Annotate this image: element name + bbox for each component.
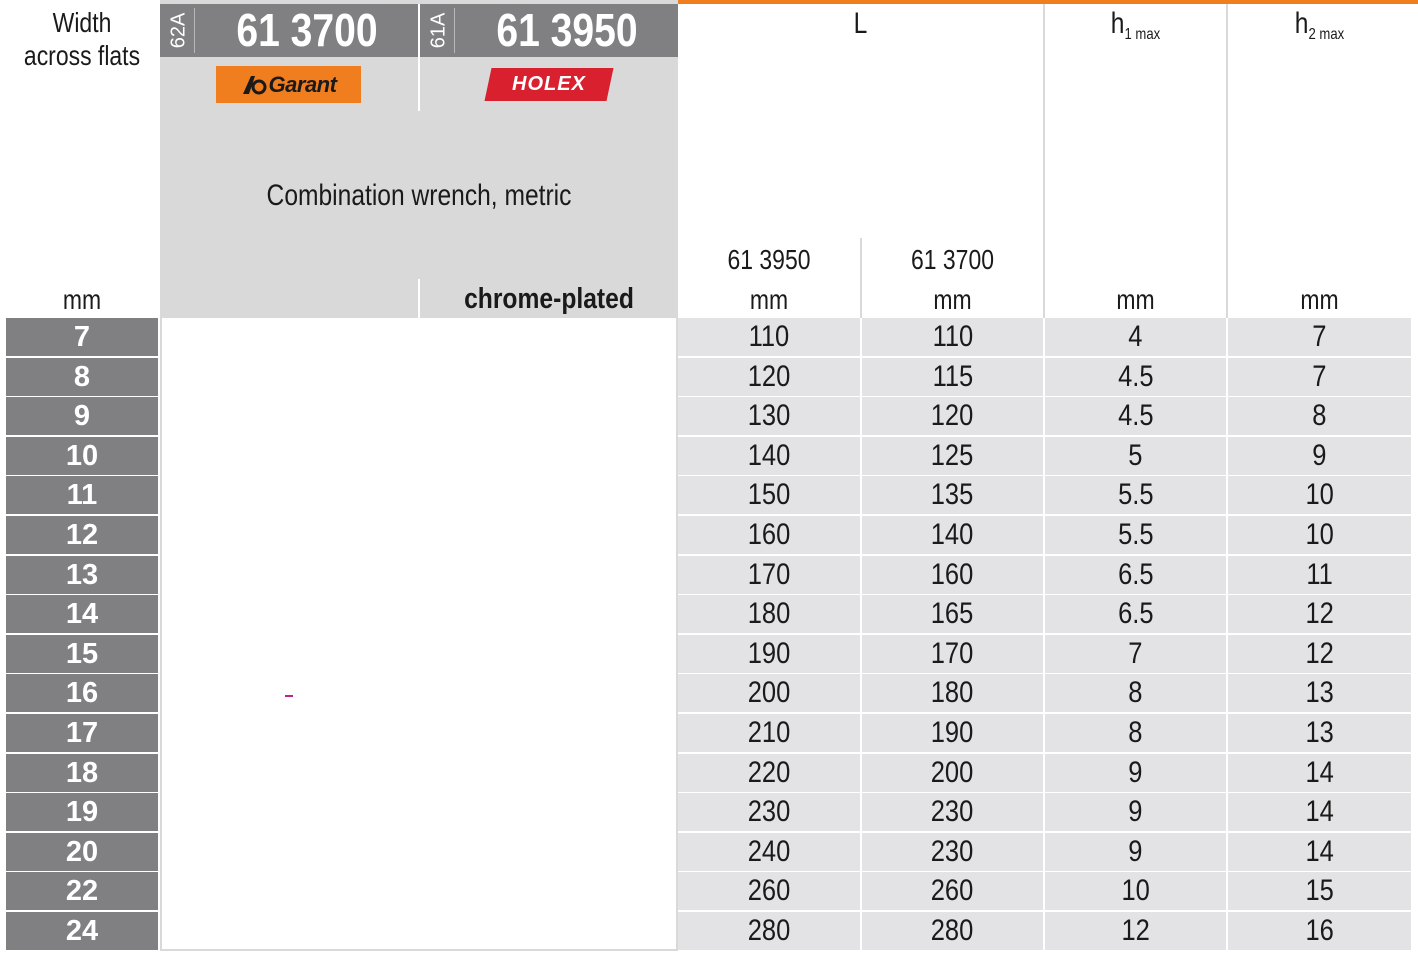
h1-max-cell-value: 5 (1128, 438, 1143, 472)
h2-max-cell (1228, 714, 1411, 752)
h1-max-cell-value: 6.5 (1117, 597, 1154, 631)
length-613700-cell-value: 140 (931, 517, 974, 551)
data-table (678, 318, 1411, 952)
h1-max-cell-value: 8 (1128, 715, 1143, 749)
length-613700-cell (862, 754, 1043, 792)
h2-max-cell (1228, 516, 1411, 554)
length-613950-cell-value: 280 (747, 913, 791, 947)
size-cell: 15 (6, 635, 158, 673)
length-613950-cell-value: 130 (747, 399, 791, 433)
size-cell: 18 (6, 754, 158, 792)
table-row (678, 872, 1411, 910)
h1-max-cell (1045, 714, 1226, 752)
length-613950-cell-value: 180 (747, 597, 791, 631)
length-613950-cell-value: 240 (747, 834, 791, 868)
width-unit-label: mm (62, 284, 102, 315)
h2-max-cell-value: 12 (1305, 597, 1334, 631)
product-a-small-code: 62A (167, 12, 190, 49)
marker-dash (285, 695, 293, 697)
h2-max-cell-value: 7 (1312, 320, 1327, 353)
h1-max-cell-value: 8 (1128, 676, 1143, 710)
h2-max-cell-value: 9 (1312, 438, 1327, 472)
h1-max-cell (1045, 754, 1226, 792)
h2-max-cell (1228, 476, 1411, 514)
length-613700-cell (862, 872, 1043, 910)
length-613700-cell-value: 160 (931, 557, 974, 591)
size-cell: 9 (6, 397, 158, 435)
length-613700-cell-value: 120 (931, 399, 974, 433)
code-divider-b (454, 8, 455, 53)
h1-max-cell-value: 9 (1128, 755, 1143, 789)
table-row (678, 437, 1411, 475)
h2-max-cell (1228, 397, 1411, 435)
product-divider-top (418, 4, 420, 111)
length-613700-cell-value: 200 (931, 755, 974, 789)
length-613700-cell (862, 595, 1043, 633)
length-613700-cell-value: 135 (931, 478, 974, 512)
h2-max-cell-value: 16 (1305, 913, 1334, 947)
length-613950-cell (678, 358, 860, 396)
table-row (678, 674, 1411, 712)
length-header: L (853, 7, 868, 40)
table-row (678, 476, 1411, 514)
size-cell: 24 (6, 912, 158, 950)
length-613950-cell-value: 220 (747, 755, 791, 789)
length-613700-cell-value: 125 (931, 438, 974, 472)
length-613950-cell-value: 260 (747, 874, 791, 908)
width-across-flats-label: Width across flats (23, 7, 141, 71)
h2-max-cell (1228, 635, 1411, 673)
size-cell: 20 (6, 833, 158, 871)
h1-header-sub: 1 max (1124, 26, 1161, 43)
h1-max-cell-value: 4.5 (1117, 359, 1154, 393)
product-image-area (160, 318, 678, 951)
h2-max-cell-value: 14 (1305, 834, 1334, 868)
code-divider-a (194, 8, 195, 53)
length-613700-cell (862, 397, 1043, 435)
h2-max-cell (1228, 318, 1411, 356)
size-cell: 22 (6, 872, 158, 910)
h2-max-cell-value: 12 (1305, 636, 1334, 670)
length-613950-cell (678, 635, 860, 673)
h1-max-cell-value: 9 (1128, 834, 1143, 868)
product-divider-bottom (418, 279, 420, 318)
h1-max-cell (1045, 635, 1226, 673)
garant-mark-icon (241, 74, 267, 96)
h1-max-cell (1045, 793, 1226, 831)
h2-max-cell (1228, 912, 1411, 950)
h1-max-cell (1045, 397, 1226, 435)
h2-header (1244, 6, 1394, 46)
header-divider-h1 (1043, 4, 1045, 318)
table-row (678, 912, 1411, 950)
length-613950-cell-value: 160 (747, 517, 791, 551)
length-sub-header-a: 61 3950 (727, 244, 811, 275)
length-613950-cell (678, 872, 860, 910)
table-row (678, 635, 1411, 673)
h2-max-cell (1228, 793, 1411, 831)
length-613700-cell (862, 437, 1043, 475)
h2-max-cell-value: 14 (1305, 755, 1334, 789)
size-column (6, 318, 158, 952)
h2-max-cell-value: 8 (1312, 399, 1327, 433)
length-b-unit: mm (933, 284, 972, 315)
length-613950-cell (678, 318, 860, 356)
size-cell: 17 (6, 714, 158, 752)
h2-max-cell (1228, 872, 1411, 910)
h2-header-sub: 2 max (1308, 26, 1345, 43)
size-cell: 12 (6, 516, 158, 554)
length-613950-cell (678, 397, 860, 435)
h2-max-cell-value: 13 (1305, 676, 1334, 710)
size-cell: 13 (6, 556, 158, 594)
size-cell: 11 (6, 476, 158, 514)
length-613950-cell-value: 120 (747, 359, 791, 393)
table-row (678, 714, 1411, 752)
length-613950-cell-value: 200 (747, 676, 791, 710)
length-613700-cell (862, 358, 1043, 396)
h2-max-cell (1228, 556, 1411, 594)
length-613700-cell (862, 793, 1043, 831)
h2-max-cell-value: 7 (1312, 359, 1327, 393)
product-description: Combination wrench, metric (266, 179, 572, 212)
product-a-article: 61 3700 (236, 4, 378, 56)
length-613700-cell-value: 230 (931, 834, 974, 868)
h1-header (1061, 6, 1209, 46)
length-613950-cell (678, 833, 860, 871)
h2-max-cell-value: 11 (1306, 557, 1333, 591)
h1-max-cell (1045, 476, 1226, 514)
size-cell: 10 (6, 437, 158, 475)
h1-max-cell-value: 5.5 (1117, 517, 1154, 551)
length-613700-cell-value: 260 (931, 874, 974, 908)
length-613950-cell (678, 556, 860, 594)
top-accent-line (678, 0, 1418, 4)
h2-max-cell-value: 10 (1305, 478, 1334, 512)
length-613700-cell (862, 516, 1043, 554)
length-613700-cell-value: 110 (932, 320, 973, 353)
length-613700-cell (862, 476, 1043, 514)
length-613700-cell (862, 635, 1043, 673)
h2-max-cell (1228, 754, 1411, 792)
h2-max-cell (1228, 358, 1411, 396)
length-613700-cell-value: 180 (931, 676, 974, 710)
product-b-small-code: 61A (427, 12, 450, 49)
h1-max-cell (1045, 872, 1226, 910)
table-row (678, 318, 1411, 356)
h1-max-cell-value: 12 (1121, 913, 1150, 947)
length-613700-cell-value: 230 (931, 795, 974, 829)
h1-unit: mm (1116, 284, 1155, 315)
product-b-article: 61 3950 (496, 4, 638, 56)
length-613950-cell-value: 110 (748, 320, 790, 353)
length-613950-cell (678, 754, 860, 792)
size-cell: 16 (6, 674, 158, 712)
length-613700-cell (862, 714, 1043, 752)
size-cell: 19 (6, 793, 158, 831)
h2-unit: mm (1300, 284, 1339, 315)
table-row (678, 516, 1411, 554)
table-row (678, 595, 1411, 633)
h2-max-cell-value: 14 (1305, 795, 1334, 829)
h2-max-cell (1228, 437, 1411, 475)
length-613700-cell-value: 115 (932, 359, 973, 393)
h1-header-letter: h (1110, 7, 1125, 40)
length-613700-cell (862, 674, 1043, 712)
length-613950-cell-value: 190 (747, 636, 791, 670)
h1-max-cell (1045, 318, 1226, 356)
h2-max-cell-value: 15 (1305, 874, 1334, 908)
h1-max-cell (1045, 358, 1226, 396)
finish-label: chrome-plated (464, 283, 634, 315)
h2-max-cell (1228, 674, 1411, 712)
h1-max-cell (1045, 516, 1226, 554)
length-sub-header-b: 61 3700 (911, 244, 994, 275)
size-cell: 8 (6, 358, 158, 396)
length-613950-cell (678, 437, 860, 475)
length-613950-cell (678, 793, 860, 831)
header-divider-h2 (1226, 4, 1228, 318)
length-613950-cell (678, 714, 860, 752)
h1-max-cell-value: 6.5 (1117, 557, 1154, 591)
length-613950-cell-value: 170 (747, 557, 791, 591)
h1-max-cell (1045, 595, 1226, 633)
length-613950-cell-value: 210 (747, 715, 791, 749)
table-row (678, 793, 1411, 831)
table-row (678, 833, 1411, 871)
length-613950-cell (678, 516, 860, 554)
length-613950-cell (678, 595, 860, 633)
h1-max-cell (1045, 674, 1226, 712)
h1-max-cell-value: 7 (1128, 636, 1143, 670)
holex-logo-text: HOLEX (512, 73, 586, 95)
h1-max-cell-value: 9 (1128, 795, 1143, 829)
h1-max-cell (1045, 556, 1226, 594)
length-613950-cell-value: 140 (747, 438, 791, 472)
h1-max-cell (1045, 833, 1226, 871)
length-613950-cell (678, 912, 860, 950)
size-cell: 7 (6, 318, 158, 356)
h2-max-cell (1228, 833, 1411, 871)
garant-logo (216, 66, 361, 103)
length-a-unit: mm (749, 284, 789, 315)
table-row (678, 556, 1411, 594)
length-613700-cell (862, 318, 1043, 356)
h1-max-cell-value: 5.5 (1117, 478, 1154, 512)
length-613950-cell (678, 476, 860, 514)
length-613700-cell-value: 280 (931, 913, 974, 947)
h1-max-cell-value: 10 (1121, 874, 1150, 908)
table-row (678, 397, 1411, 435)
h1-max-cell (1045, 437, 1226, 475)
length-613700-cell-value: 165 (931, 597, 974, 631)
h1-max-cell (1045, 912, 1226, 950)
table-row (678, 754, 1411, 792)
length-613950-cell-value: 150 (747, 478, 791, 512)
h1-max-cell-value: 4 (1128, 320, 1143, 353)
length-613700-cell-value: 170 (931, 636, 974, 670)
h2-max-cell-value: 13 (1305, 715, 1334, 749)
length-613700-cell (862, 556, 1043, 594)
length-613700-cell-value: 190 (931, 715, 974, 749)
size-cell: 14 (6, 595, 158, 633)
h1-max-cell-value: 4.5 (1117, 399, 1154, 433)
h2-header-letter: h (1294, 7, 1309, 40)
length-613700-cell (862, 833, 1043, 871)
length-613950-cell (678, 674, 860, 712)
length-613700-cell (862, 912, 1043, 950)
garant-logo-text: Garant (268, 71, 337, 97)
length-613950-cell-value: 230 (747, 795, 791, 829)
header-divider-length (860, 238, 862, 318)
h2-max-cell-value: 10 (1305, 517, 1334, 551)
table-row (678, 358, 1411, 396)
holex-logo (484, 68, 613, 101)
h2-max-cell (1228, 595, 1411, 633)
